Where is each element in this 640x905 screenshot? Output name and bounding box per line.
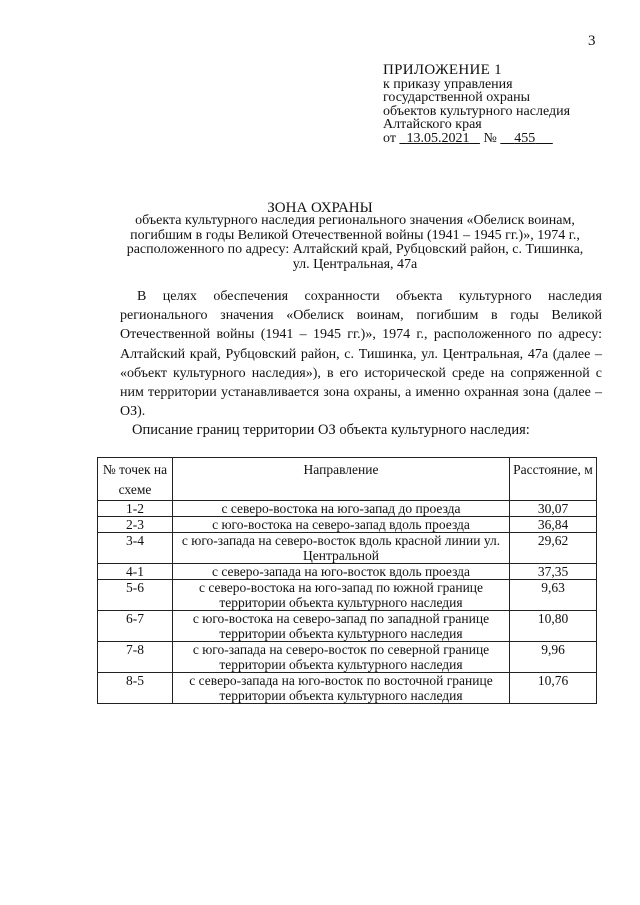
- document-heading: ЗОНА ОХРАНЫ: [267, 200, 373, 216]
- header-distance: Расстояние, м: [510, 458, 597, 501]
- appendix-line: Алтайского края: [383, 117, 482, 132]
- appendix-date-line: [383, 132, 570, 146]
- cell-points: 5-6: [98, 580, 173, 611]
- table-row: [98, 673, 597, 704]
- table-row: [98, 517, 597, 533]
- table-row: [98, 642, 597, 673]
- cell-points: 2-3: [98, 517, 173, 533]
- cell-direction: с северо-востока на юго-запад до проезда: [173, 501, 510, 517]
- cell-direction: с юго-запада на северо-восток вдоль красной линии ул. Центральной: [173, 533, 510, 564]
- document-subheading: объекта культурного наследия регионального значения «Обелиск воинам, погибшим в годы Великой Отечественной войны (1941 – 1945 гг.)», 1974 г., расположенного по адресу: Алтайский край, Рубцовский район, с. Тишинка, ул. Центральная, 47а: [126, 213, 584, 272]
- table-caption: Описание границ территории ОЗ объекта культурного наследия:: [132, 422, 530, 438]
- appendix-block: [383, 64, 570, 145]
- cell-direction: с северо-востока на юго-запад по южной границе территории объекта культурного наследия: [173, 580, 510, 611]
- cell-direction: с юго-востока на северо-запад по западной границе территории объекта культурного наследия: [173, 611, 510, 642]
- cell-points: 8-5: [98, 673, 173, 704]
- cell-distance: 36,84: [510, 517, 597, 533]
- cell-direction: с юго-востока на северо-запад вдоль проезда: [173, 517, 510, 533]
- cell-distance: 10,80: [510, 611, 597, 642]
- cell-distance: 9,63: [510, 580, 597, 611]
- page-number: 3: [588, 33, 596, 49]
- appendix-line: государственной охраны: [383, 90, 531, 105]
- number-sign: №: [483, 130, 497, 146]
- table-row: [98, 501, 597, 517]
- table-row: [98, 611, 597, 642]
- cell-distance: 10,76: [510, 673, 597, 704]
- order-number: 455: [514, 130, 536, 146]
- cell-distance: 37,35: [510, 564, 597, 580]
- cell-distance: 30,07: [510, 501, 597, 517]
- table-row: [98, 533, 597, 564]
- appendix-line: объектов культурного наследия: [383, 103, 571, 119]
- appendix-title: ПРИЛОЖЕНИЕ 1: [383, 62, 502, 78]
- cell-points: 7-8: [98, 642, 173, 673]
- body-paragraph: В целях обеспечения сохранности объекта культурного наследия регионального значения «Обелиск воинам, погибшим в годы Великой Отечественной войны (1941 – 1945 гг.)», 1974 г., расположенного по адресу: Алтайский край, Рубцовский район, с. Тишинка, ул. Центральная, 47а (далее – «объект культурного наследия»), в его исторической среде на сопряженной с ним территории устанавливается зона охраны, а именно охранная зона (далее – ОЗ).: [120, 289, 602, 420]
- cell-distance: 29,62: [510, 533, 597, 564]
- table-row: [98, 564, 597, 580]
- cell-distance: 9,96: [510, 642, 597, 673]
- order-date: 13.05.2021: [406, 130, 470, 146]
- table-row: [98, 580, 597, 611]
- cell-direction: с юго-запада на северо-восток по северной границе территории объекта культурного наследия: [173, 642, 510, 673]
- boundaries-table: [97, 457, 597, 704]
- header-points: № точек на схеме: [98, 458, 173, 501]
- cell-direction: с северо-запада на юго-восток по восточной границе территории объекта культурного наследия: [173, 673, 510, 704]
- cell-points: 3-4: [98, 533, 173, 564]
- header-direction: Направление: [173, 458, 510, 501]
- table-header-row: [98, 458, 597, 501]
- date-prefix: от: [383, 130, 396, 146]
- cell-points: 6-7: [98, 611, 173, 642]
- cell-points: 1-2: [98, 501, 173, 517]
- cell-points: 4-1: [98, 564, 173, 580]
- cell-direction: с северо-запада на юго-восток вдоль проезда: [173, 564, 510, 580]
- appendix-line: к приказу управления: [383, 76, 513, 92]
